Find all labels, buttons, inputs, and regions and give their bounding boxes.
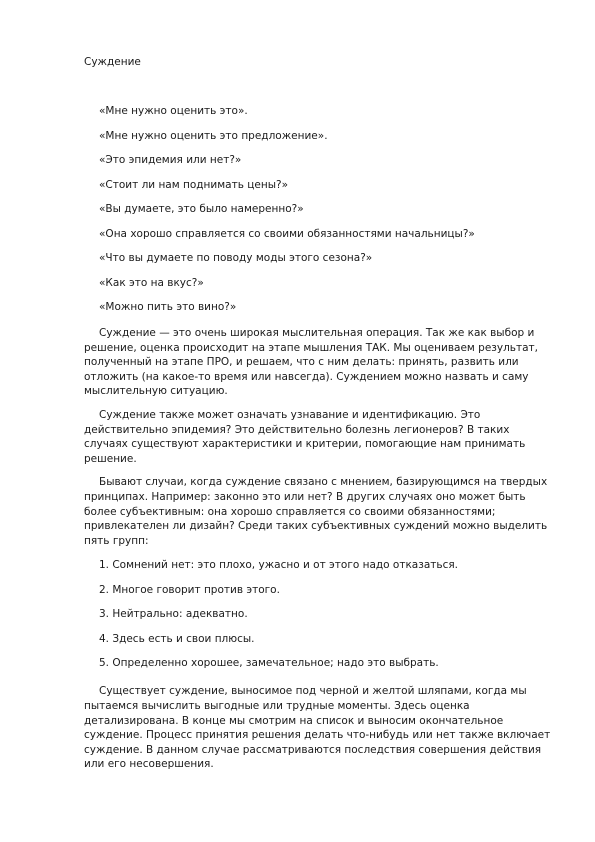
list-item: 3. Нейтрально: адекватно. — [99, 608, 248, 621]
closing-paragraph: Существует суждение, выносимое под черной и желтой шляпами, когда мы пытаемся вычислить выгодные или трудные моменты. Здесь оценка детализирована. В конце мы смотрим на список и выносим окончательное суждение. Процесс принятия решения делать что-нибудь или нет также включает суждение. В данном случае рассматриваются последствия совершения действия или его несовершения. — [84, 685, 551, 771]
quote-line: «Мне нужно оценить это предложение». — [99, 129, 328, 142]
body-paragraph: Суждение — это очень широкая мыслительная операция. Так же как выбор и решение, оценка происходит на этапе мышления ТАК. Мы оцениваем результат, полученный на этапе ПРО, и решаем, что с ним делать: принять, развить или отложить (на какое-то время или навсегда). Суждением можно назвать и саму мыслительную ситуацию. — [84, 327, 539, 398]
list-item: 4. Здесь есть и свои плюсы. — [99, 632, 255, 645]
quote-line: «Она хорошо справляется со своими обязанностями начальницы?» — [99, 227, 475, 240]
list-item: 1. Сомнений нет: это плохо, ужасно и от этого надо отказаться. — [99, 559, 458, 572]
body-paragraph: Суждение также может означать узнавание и идентификацию. Это действительно эпидемия? Это действительно болезнь легионеров? В таких случаях существуют характеристики и критерии, помогающие нам принимать решение. — [84, 408, 526, 465]
judgement-groups-list — [84, 559, 554, 670]
quote-line: «Можно пить это вино?» — [99, 301, 237, 313]
quote-line: «Это эпидемия или нет?» — [99, 154, 242, 166]
list-item: 5. Определенно хорошее, замечательное; надо это выбрать. — [99, 657, 439, 670]
quote-line: «Вы думаете, это было намеренно?» — [99, 203, 304, 215]
quote-line: «Стоит ли нам поднимать цены?» — [99, 178, 288, 191]
document-title: Суждение — [84, 56, 141, 68]
document-body — [84, 326, 554, 781]
list-item: 2. Многое говорит против этого. — [99, 583, 280, 596]
quote-line: «Как это на вкус?» — [99, 276, 204, 289]
body-paragraph: Бывают случаи, когда суждение связано с мнением, базирующимся на твердых принципах. Например: законно это или нет? В других случаях оно может быть более субъективным: она хорошо справляется со своими обязанностями; привлекателен ли дизайн? Среди таких субъективных суждений можно выделить пять групп: — [84, 476, 548, 547]
quote-line: «Что вы думаете по поводу моды этого сезона?» — [99, 252, 373, 264]
quote-line: «Мне нужно оценить это». — [99, 105, 248, 117]
quote-list — [99, 105, 559, 326]
